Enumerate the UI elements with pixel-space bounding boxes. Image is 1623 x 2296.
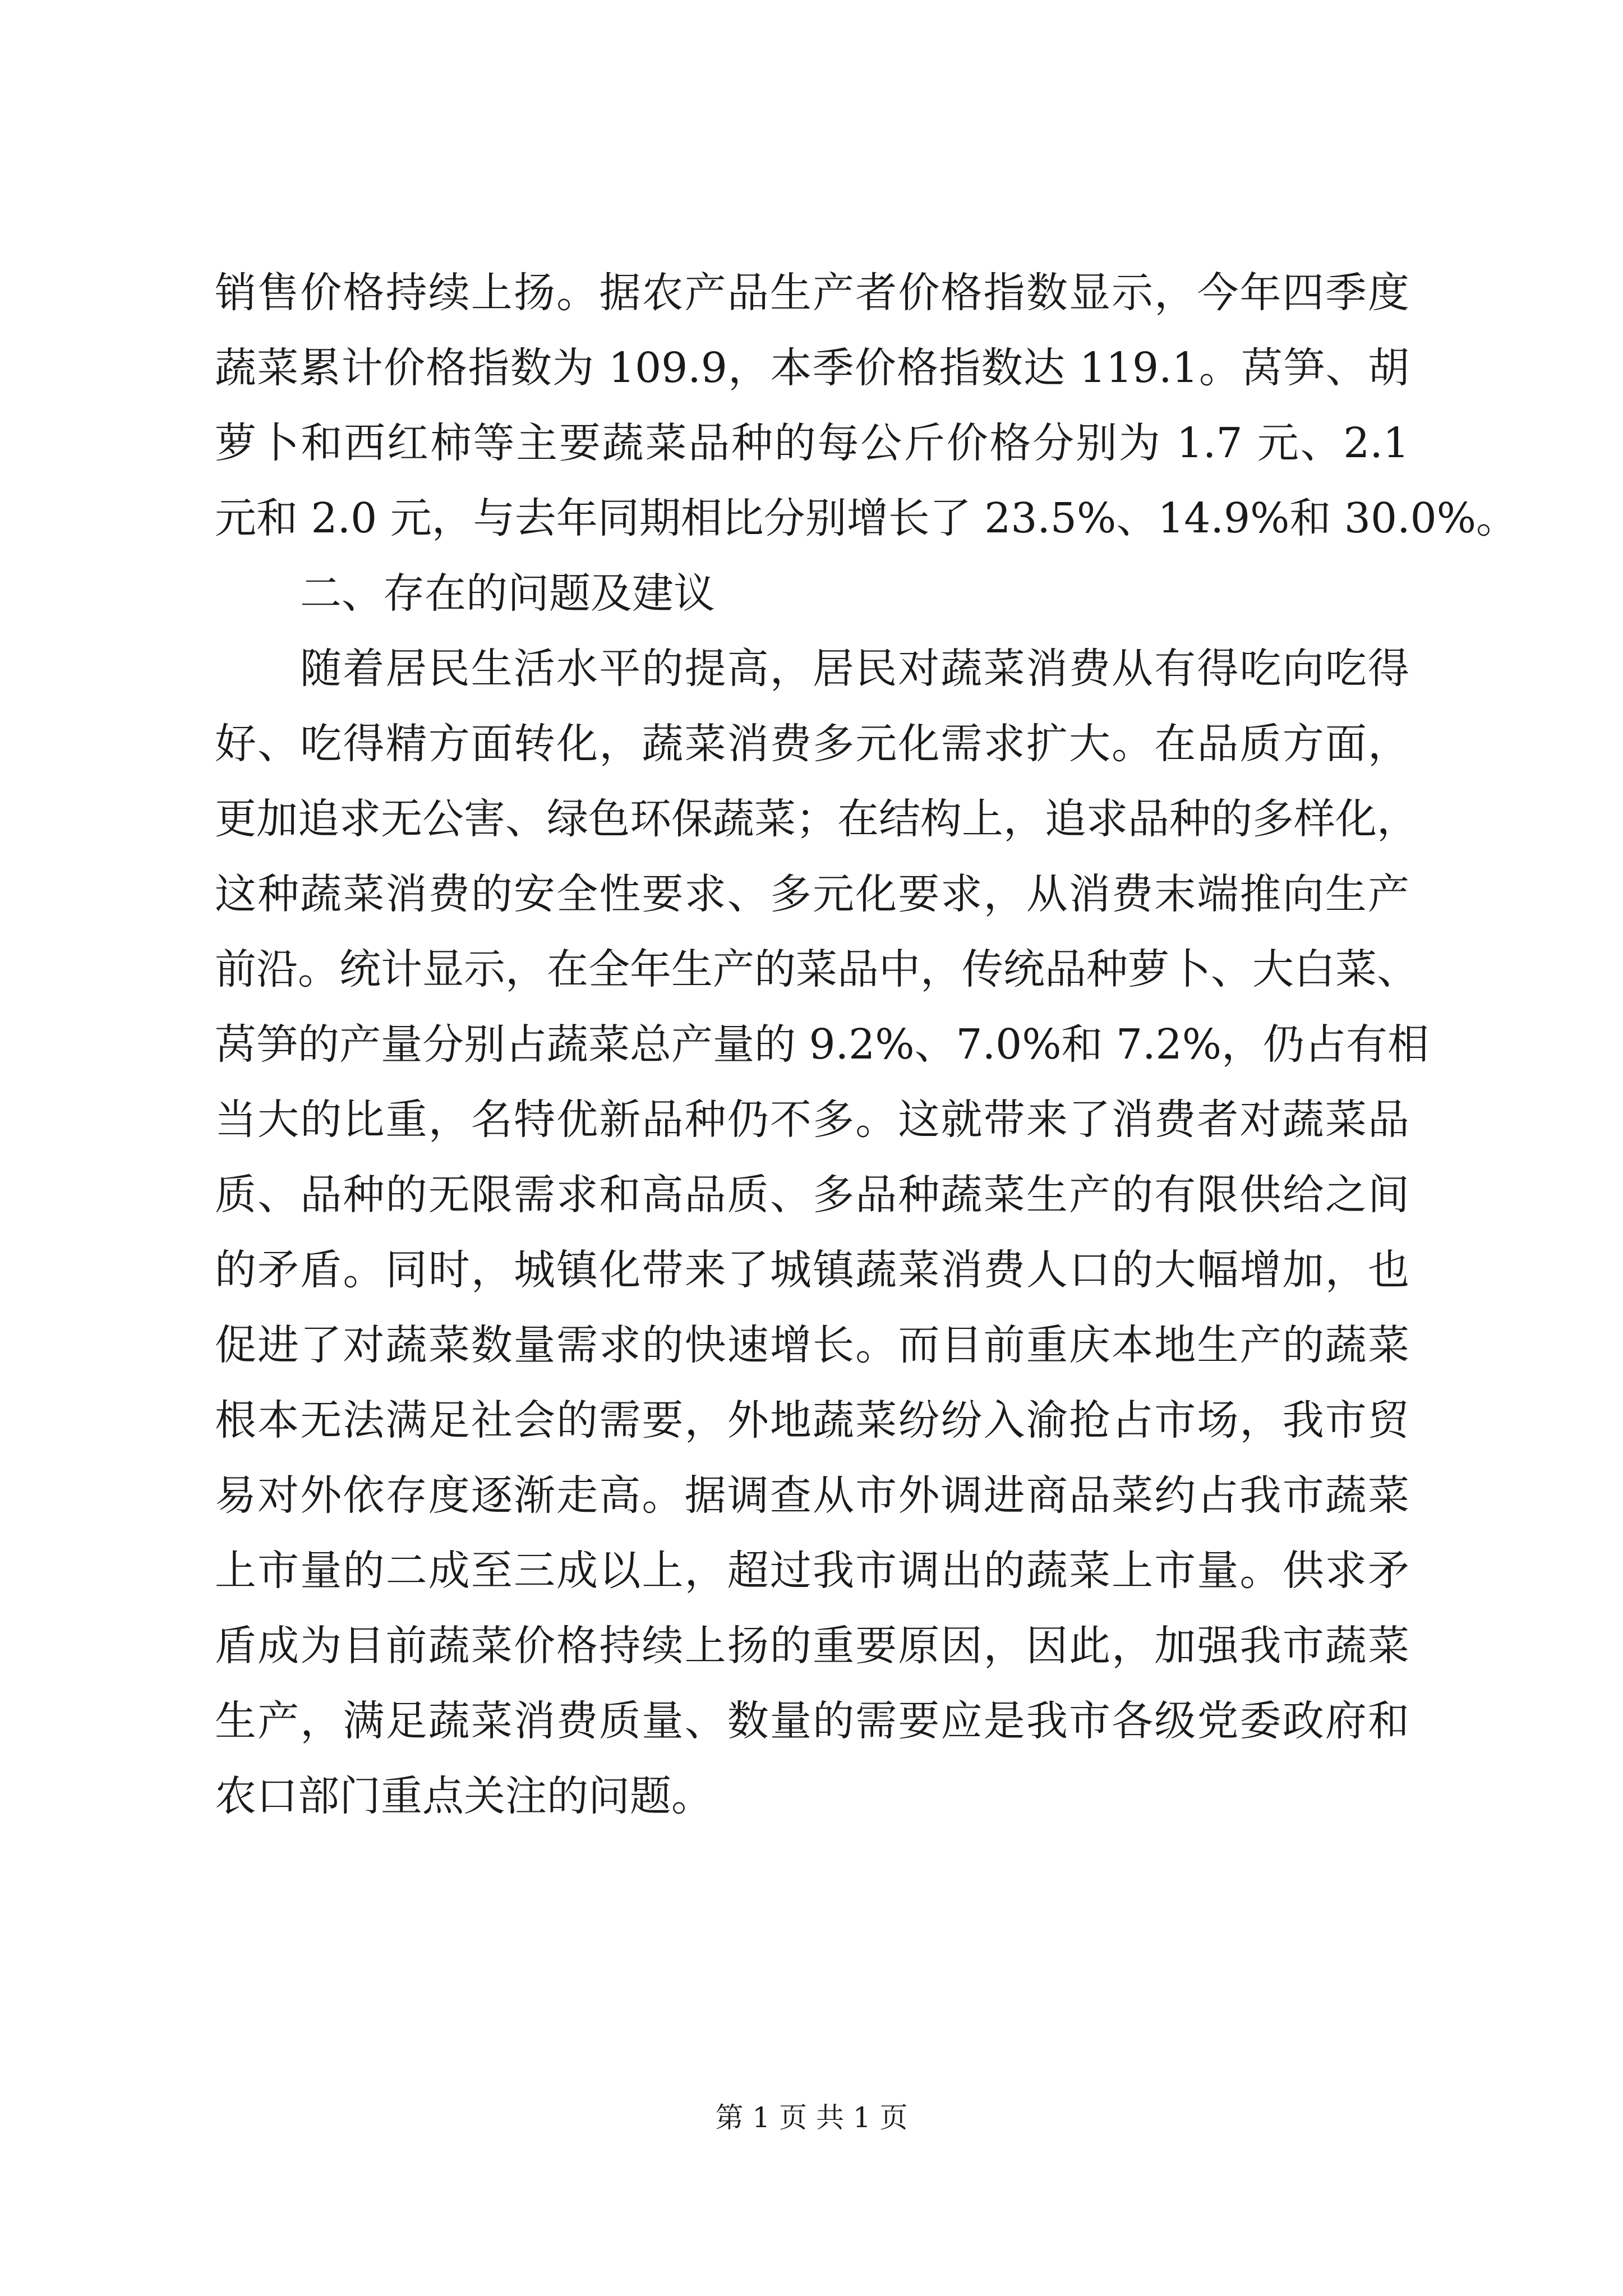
text-line: 更加追求无公害、绿色环保蔬菜；在结构上，追求品种的多样化，	[215, 795, 1418, 843]
text-line: 根本无法满足社会的需要，外地蔬菜纷纷入渝抢占市场，我市贸	[215, 1396, 1409, 1444]
text-line: 质、品种的无限需求和高品质、多品种蔬菜生产的有限供给之间	[215, 1171, 1409, 1219]
text-line: 前沿。统计显示，在全年生产的菜品中，传统品种萝卜、大白菜、	[215, 945, 1418, 993]
body-text	[215, 255, 1518, 1834]
page-footer: 第 1 页 共 1 页	[715, 2101, 908, 2134]
text-line: 生产，满足蔬菜消费质量、数量的需要应是我市各级党委政府和	[215, 1697, 1409, 1745]
text-line: 二、存在的问题及建议	[300, 569, 715, 618]
text-line: 元和 2.0 元，与去年同期相比分别增长了 23.5%、14.9%和 30.0%。	[215, 494, 1518, 542]
text-line: 销售价格持续上扬。据农产品生产者价格指数显示，今年四季度	[215, 269, 1409, 317]
text-line: 莴笋的产量分别占蔬菜总产量的 9.2%、7.0%和 7.2%，仍占有相	[215, 1020, 1430, 1069]
text-line: 好、吃得精方面转化，蔬菜消费多元化需求扩大。在品质方面，	[215, 720, 1409, 768]
text-line: 农口部门重点关注的问题。	[215, 1772, 713, 1820]
text-line: 萝卜和西红柿等主要蔬菜品种的每公斤价格分别为 1.7 元、2.1	[215, 419, 1409, 467]
text-line: 当大的比重，名特优新品种仍不多。这就带来了消费者对蔬菜品	[215, 1096, 1409, 1144]
text-line: 的矛盾。同时，城镇化带来了城镇蔬菜消费人口的大幅增加，也	[215, 1246, 1409, 1294]
text-line: 随着居民生活水平的提高，居民对蔬菜消费从有得吃向吃得	[300, 645, 1409, 693]
text-line: 促进了对蔬菜数量需求的快速增长。而目前重庆本地生产的蔬菜	[215, 1321, 1409, 1369]
text-line: 上市量的二成至三成以上，超过我市调出的蔬菜上市量。供求矛	[215, 1547, 1409, 1595]
text-line: 盾成为目前蔬菜价格持续上扬的重要原因，因此，加强我市蔬菜	[215, 1622, 1409, 1670]
text-line: 蔬菜累计价格指数为 109.9，本季价格指数达 119.1。莴笋、胡	[215, 344, 1409, 392]
text-line: 这种蔬菜消费的安全性要求、多元化要求，从消费末端推向生产	[215, 870, 1409, 918]
text-line: 易对外依存度逐渐走高。据调查从市外调进商品菜约占我市蔬菜	[215, 1471, 1409, 1520]
